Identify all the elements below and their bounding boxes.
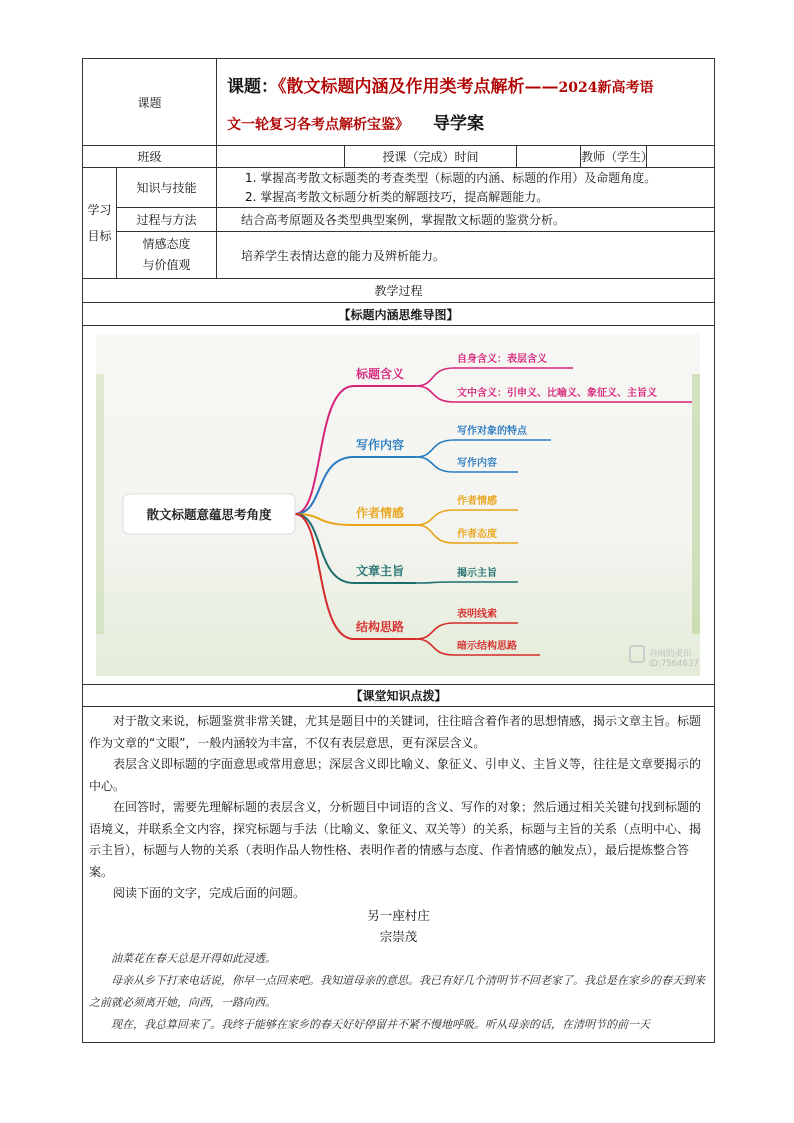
story-title: 另一座村庄 <box>367 907 430 923</box>
mindmap-cell <box>83 326 715 685</box>
section-process: 教学过程 <box>83 279 715 303</box>
mindmap-root: 散文标题意蕴思考角度 <box>146 507 272 522</box>
mindmap-leaf-1-2: 文中含义：引申义、比喻义、象征义、主旨义 <box>457 388 657 399</box>
watermark-text-2: ID:7564637 <box>649 659 699 669</box>
body-text-cell <box>83 707 715 1043</box>
mindmap-diagram <box>96 334 700 676</box>
knowledge-label: 知识与技能 <box>117 168 217 208</box>
title-prefix: 课题： <box>227 77 279 97</box>
class-label: 班级 <box>83 146 217 168</box>
mindmap-leaf-2-1: 写作对象的特点 <box>457 426 527 437</box>
mindmap-branch-5: 结构思路 <box>356 620 405 634</box>
time-label: 授课（完成）时间 <box>345 146 517 168</box>
paragraph-4: 阅读下面的文字，完成后面的问题。 <box>113 886 306 900</box>
story-paragraph-1: 油菜花在春天总是开得如此浸透。 <box>111 951 276 965</box>
title-suffix: 导学案 <box>433 114 485 134</box>
story-author: 宗崇茂 <box>379 929 418 944</box>
mindmap-leaf-2-2: 写作内容 <box>457 458 497 469</box>
class-value <box>217 146 345 168</box>
emotion-label: 情感态度 与价值观 <box>117 232 217 279</box>
section-mindmap: 【标题内涵思维导图】 <box>83 303 715 326</box>
watermark-text-1: 谷雨的麦田 <box>649 649 692 659</box>
mindmap-leaf-4-1: 揭示主旨 <box>457 568 497 579</box>
paragraph-3: 在回答时，需要先理解标题的表层含义，分析题目中词语的含义、写作的对象；然后通过相关关键句找到标题的语境义，并联系全文内容，探究标题与手法（比喻义、象征义、双关等）的关系，标题与主旨的关系（点明中心、揭示主旨），标题与人物的关系（表明作品人物性格、表明作者的情感与态度、作者情感的触发点），最后提炼整合答案。 <box>89 800 702 879</box>
title-line2: 文一轮复习各考点解析宝鉴》 <box>227 117 410 133</box>
knowledge-text: 1. 掌握高考散文标题类的考查类型（标题的内涵、标题的作用）及命题角度。 2. 掌握高考散文标题分析类的解题技巧，提高解题能力。 <box>217 168 715 208</box>
document-page <box>82 58 714 1043</box>
story-paragraph-3: 现在，我总算回来了。我终于能够在家乡的春天好好停留并不紧不慢地呼吸。听从母亲的话，在清明节的前一天 <box>111 1017 650 1031</box>
mindmap-leaf-5-1: 表明线索 <box>457 609 497 620</box>
section-knowledge: 【课堂知识点拨】 <box>83 685 715 707</box>
paragraph-2: 表层含义即标题的字面意思或常用意思；深层含义即比喻义、象征义、引申义、主旨义等，往往是文章要揭示的中心。 <box>89 757 702 793</box>
title-red: 《散文标题内涵及作用类考点解析—— <box>278 77 559 97</box>
time-value <box>517 146 581 168</box>
mindmap-branch-4: 文章主旨 <box>356 564 405 578</box>
story-paragraph-2: 母亲从乡下打来电话说，你早一点回来吧。我知道母亲的意思。我已有好几个清明节不回老家了。我总是在家乡的春天到来之前就必须离开她，向西，一路向西。 <box>89 973 705 1009</box>
mindmap-leaf-5-2: 暗示结构思路 <box>457 641 517 652</box>
lesson-title <box>217 59 715 146</box>
mindmap-leaf-1-1: 自身含义：表层含义 <box>457 354 547 365</box>
keti-label: 课题 <box>83 59 217 146</box>
process-label: 过程与方法 <box>117 208 217 232</box>
title-red-tail: 2024新高考语 <box>558 80 654 96</box>
mindmap-branch-2: 写作内容 <box>356 438 405 452</box>
process-text: 结合高考原题及各类型典型案例，掌握散文标题的鉴赏分析。 <box>217 208 715 232</box>
objectives-group-label: 学习 目标 <box>83 168 117 279</box>
teacher-value <box>647 146 715 168</box>
mindmap-branch-3: 作者情感 <box>356 506 405 520</box>
paragraph-1: 对于散文来说，标题鉴赏非常关键，尤其是题目中的关键词，往往暗含着作者的思想情感，揭示文章主旨。标题作为文章的“文眼”，一般内涵较为丰富，不仅有表层意思，更有深层含义。 <box>89 714 702 750</box>
emotion-text: 培养学生表情达意的能力及辨析能力。 <box>217 232 715 279</box>
mindmap-branch-1: 标题含义 <box>356 367 405 381</box>
lesson-plan-table <box>82 58 715 1043</box>
mindmap-leaf-3-2: 作者态度 <box>457 529 497 540</box>
teacher-label: 教师（学生） <box>581 146 647 168</box>
mindmap-leaf-3-1: 作者情感 <box>457 496 497 507</box>
